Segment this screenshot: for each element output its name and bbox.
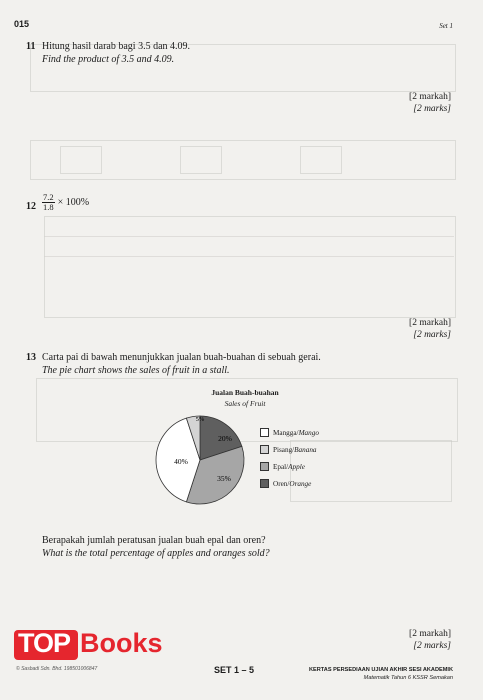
marks-en: [2 marks] bbox=[413, 104, 451, 114]
fraction bbox=[42, 193, 55, 212]
logo-top-text: TOP bbox=[18, 628, 71, 658]
marks-ms: [2 markah] bbox=[409, 629, 451, 639]
pie-chart-figure bbox=[150, 388, 460, 518]
question-11-text-ms: Hitung hasil darab bagi 3.5 dan 4.09. bbox=[42, 41, 191, 52]
legend-label-ms: Oren/ bbox=[273, 479, 290, 488]
question-11-number: 11 bbox=[26, 41, 36, 52]
marks-ms: [2 markah] bbox=[409, 92, 451, 102]
question-12-marks bbox=[409, 317, 451, 341]
question-11-marks bbox=[409, 91, 451, 115]
question-13-text-en: The pie chart shows the sales of fruit in a stall. bbox=[42, 365, 230, 376]
legend-item-mango bbox=[260, 428, 319, 437]
question-13-text-ms: Carta pai di bawah menunjukkan jualan buah-buahan di sebuah gerai. bbox=[42, 352, 321, 363]
legend-label-en: Mango bbox=[298, 428, 319, 437]
question-11-text-en: Find the product of 3.5 and 4.09. bbox=[42, 54, 175, 65]
legend-label-en: Orange bbox=[289, 479, 312, 488]
topbooks-logo bbox=[8, 624, 198, 664]
show-through-box bbox=[180, 146, 222, 174]
marks-ms: [2 markah] bbox=[409, 318, 451, 328]
question-13-ask-en: What is the total percentage of apples and oranges sold? bbox=[42, 548, 270, 559]
question-12-expression bbox=[42, 193, 89, 212]
question-13-ask-ms: Berapakah jumlah peratusan jualan buah epal dan oren? bbox=[42, 535, 266, 546]
expression-suffix: × 100% bbox=[57, 197, 90, 208]
legend-label-en: Apple bbox=[288, 462, 305, 471]
show-through-box bbox=[300, 146, 342, 174]
question-13-marks bbox=[409, 628, 451, 652]
legend-item-orange bbox=[260, 479, 311, 488]
legend-item-apple bbox=[260, 462, 305, 471]
legend-swatch bbox=[260, 479, 269, 488]
marks-en: [2 marks] bbox=[413, 330, 451, 340]
slice-label-apple: 35% bbox=[217, 474, 231, 483]
slice-label-orange: 20% bbox=[218, 434, 232, 443]
question-12-number: 12 bbox=[26, 201, 36, 212]
footer-page-label: SET 1 – 5 bbox=[214, 665, 255, 675]
legend-item-banana bbox=[260, 445, 317, 454]
legend-swatch bbox=[260, 428, 269, 437]
slice-label-banana: 5% bbox=[195, 416, 205, 423]
show-through-rule bbox=[44, 236, 454, 237]
question-13-number: 13 bbox=[26, 352, 36, 363]
marks-en: [2 marks] bbox=[413, 641, 451, 651]
fraction-denominator: 1.8 bbox=[43, 202, 54, 212]
legend-label-ms: Mangga/ bbox=[273, 428, 299, 437]
show-through-table bbox=[44, 216, 456, 318]
legend-label-en: Banana bbox=[294, 445, 317, 454]
legend-label-ms: Pisang/ bbox=[273, 445, 295, 454]
set-label: Set 1 bbox=[439, 22, 453, 30]
footer-book-info bbox=[309, 666, 453, 682]
show-through-rule bbox=[44, 256, 454, 257]
fraction-numerator: 7.2 bbox=[43, 192, 54, 202]
chart-subtitle: Sales of Fruit bbox=[224, 399, 266, 408]
show-through-box bbox=[60, 146, 102, 174]
chart-title: Jualan Buah-buahan bbox=[211, 388, 279, 397]
copyright-text: © Sasbadi Sdn. Bhd. 198501006847 bbox=[16, 666, 98, 672]
logo-books-text: Books bbox=[80, 628, 163, 658]
pie-chart bbox=[150, 408, 260, 508]
book-subtitle: Matematik Tahun 6 KSSR Semakan bbox=[363, 675, 453, 681]
legend-swatch bbox=[260, 445, 269, 454]
book-title: KERTAS PERSEDIAAN UJIAN AKHIR SESI AKADEMIK bbox=[309, 667, 453, 673]
legend-swatch bbox=[260, 462, 269, 471]
slice-label-mango: 40% bbox=[174, 457, 188, 466]
legend-label-ms: Epal/ bbox=[273, 462, 289, 471]
page-number: 015 bbox=[14, 19, 30, 29]
